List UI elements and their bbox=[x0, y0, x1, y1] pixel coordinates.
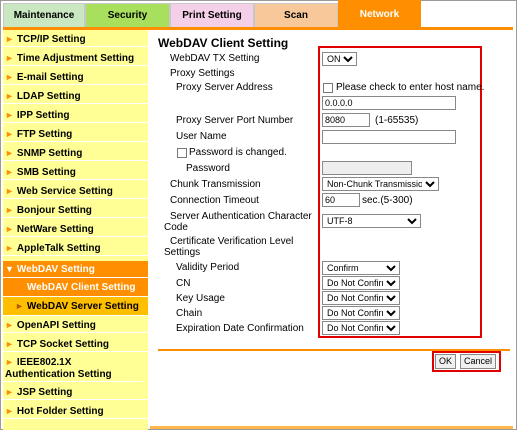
arrow-right-icon: ► bbox=[5, 357, 14, 367]
arrow-right-icon: ► bbox=[5, 339, 14, 349]
arrow-right-icon: ► bbox=[15, 301, 24, 311]
sidebar-item-ftp[interactable]: ► FTP Setting bbox=[3, 128, 148, 142]
tab-maintenance[interactable]: Maintenance bbox=[3, 3, 85, 28]
chunk-transmission-label: Chunk Transmission bbox=[170, 179, 261, 190]
hostname-checkbox-label: Please check to enter host name. bbox=[336, 82, 485, 93]
proxy-port-label: Proxy Server Port Number bbox=[176, 115, 294, 126]
arrow-right-icon: ► bbox=[5, 224, 14, 234]
sidebar bbox=[3, 30, 148, 430]
tab-network[interactable]: Network bbox=[338, 0, 421, 28]
key-usage-label: Key Usage bbox=[176, 293, 225, 304]
cert-verify-label-1: Certificate Verification Level bbox=[170, 236, 294, 247]
sidebar-item-ipp[interactable]: ► IPP Setting bbox=[3, 109, 148, 123]
sidebar-item-bonjour[interactable]: ► Bonjour Setting bbox=[3, 204, 148, 218]
arrow-right-icon: ► bbox=[15, 282, 24, 292]
password-changed-label: Password is changed. bbox=[189, 147, 287, 158]
arrow-right-icon: ► bbox=[5, 186, 14, 196]
auth-charset-label-1: Server Authentication Character bbox=[170, 211, 312, 222]
proxy-port-range: (1-65535) bbox=[375, 115, 419, 126]
sidebar-item-webdav-server[interactable]: ► WebDAV Server Setting bbox=[3, 297, 148, 316]
chain-label: Chain bbox=[176, 308, 203, 319]
arrow-right-icon: ► bbox=[5, 72, 14, 82]
proxy-settings-label: Proxy Settings bbox=[170, 68, 235, 79]
page-title: WebDAV Client Setting bbox=[158, 36, 289, 50]
sidebar-item-time-adjustment[interactable]: ► Time Adjustment Setting bbox=[3, 52, 148, 66]
proxy-address-label: Proxy Server Address bbox=[176, 82, 273, 93]
ok-button[interactable]: OK bbox=[435, 354, 456, 369]
sidebar-item-jsp[interactable]: ► JSP Setting bbox=[3, 386, 148, 400]
expiration-select[interactable] bbox=[322, 321, 400, 335]
chain-select[interactable] bbox=[322, 306, 400, 320]
auth-charset-select[interactable] bbox=[322, 214, 421, 228]
connection-timeout-label: Connection Timeout bbox=[170, 195, 259, 206]
chunk-transmission-select[interactable] bbox=[322, 177, 439, 191]
arrow-down-icon: ▼ bbox=[5, 264, 14, 274]
arrow-right-icon: ► bbox=[5, 53, 14, 63]
sidebar-item-openapi[interactable]: ► OpenAPI Setting bbox=[3, 319, 148, 333]
arrow-right-icon: ► bbox=[5, 110, 14, 120]
sidebar-item-hot-folder[interactable]: ► Hot Folder Setting bbox=[3, 405, 148, 419]
arrow-right-icon: ► bbox=[5, 205, 14, 215]
tab-scan[interactable]: Scan bbox=[254, 3, 338, 28]
arrow-right-icon: ► bbox=[5, 167, 14, 177]
connection-timeout-input[interactable] bbox=[322, 193, 360, 207]
password-label: Password bbox=[186, 163, 230, 174]
arrow-right-icon: ► bbox=[5, 129, 14, 139]
sidebar-item-snmp[interactable]: ► SNMP Setting bbox=[3, 147, 148, 161]
password-input[interactable] bbox=[322, 161, 412, 175]
sidebar-item-appletalk[interactable]: ► AppleTalk Setting bbox=[3, 242, 148, 256]
sidebar-item-ldap[interactable]: ► LDAP Setting bbox=[3, 90, 148, 104]
password-changed-checkbox[interactable] bbox=[177, 148, 187, 158]
arrow-right-icon: ► bbox=[5, 148, 14, 158]
expiration-label: Expiration Date Confirmation bbox=[176, 323, 304, 334]
sidebar-item-tcpip[interactable]: ► TCP/IP Setting bbox=[3, 33, 148, 47]
user-name-label: User Name bbox=[176, 131, 227, 142]
auth-charset-label-2: Code bbox=[164, 222, 188, 233]
arrow-right-icon: ► bbox=[5, 34, 14, 44]
sidebar-item-tcp-socket[interactable]: ► TCP Socket Setting bbox=[3, 338, 148, 352]
user-name-input[interactable] bbox=[322, 130, 456, 144]
top-tabs bbox=[0, 0, 517, 28]
tx-setting-label: WebDAV TX Setting bbox=[170, 53, 260, 64]
cn-label: CN bbox=[176, 278, 191, 289]
proxy-address-input[interactable] bbox=[322, 96, 456, 110]
validity-period-select[interactable] bbox=[322, 261, 400, 275]
hostname-checkbox[interactable] bbox=[323, 83, 333, 93]
validity-period-label: Validity Period bbox=[176, 262, 240, 273]
sidebar-item-ieee8021x[interactable]: ► IEEE802.1X Authentication Setting bbox=[3, 356, 143, 382]
sidebar-item-smb[interactable]: ► SMB Setting bbox=[3, 166, 148, 180]
sidebar-item-webdav[interactable]: ▼ WebDAV Setting bbox=[3, 261, 148, 278]
sidebar-item-email[interactable]: ► E-mail Setting bbox=[3, 71, 148, 85]
connection-timeout-unit: sec.(5-300) bbox=[362, 195, 413, 206]
tx-setting-select[interactable] bbox=[322, 52, 357, 66]
sidebar-item-web-service[interactable]: ► Web Service Setting bbox=[3, 185, 148, 199]
sidebar-item-webdav-client[interactable]: ► WebDAV Client Setting bbox=[3, 278, 148, 297]
arrow-right-icon: ► bbox=[5, 91, 14, 101]
main-panel bbox=[150, 30, 513, 430]
arrow-right-icon: ► bbox=[5, 387, 14, 397]
proxy-port-input[interactable] bbox=[322, 113, 370, 127]
tab-security[interactable]: Security bbox=[85, 3, 170, 28]
tab-print-setting[interactable]: Print Setting bbox=[170, 3, 254, 28]
sidebar-item-netware[interactable]: ► NetWare Setting bbox=[3, 223, 148, 237]
cert-verify-label-2: Settings bbox=[164, 247, 201, 258]
cancel-button[interactable]: Cancel bbox=[460, 354, 496, 369]
arrow-right-icon: ► bbox=[5, 320, 14, 330]
key-usage-select[interactable] bbox=[322, 291, 400, 305]
arrow-right-icon: ► bbox=[5, 243, 14, 253]
bottom-border bbox=[150, 426, 513, 429]
cn-select[interactable] bbox=[322, 276, 400, 290]
arrow-right-icon: ► bbox=[5, 406, 14, 416]
